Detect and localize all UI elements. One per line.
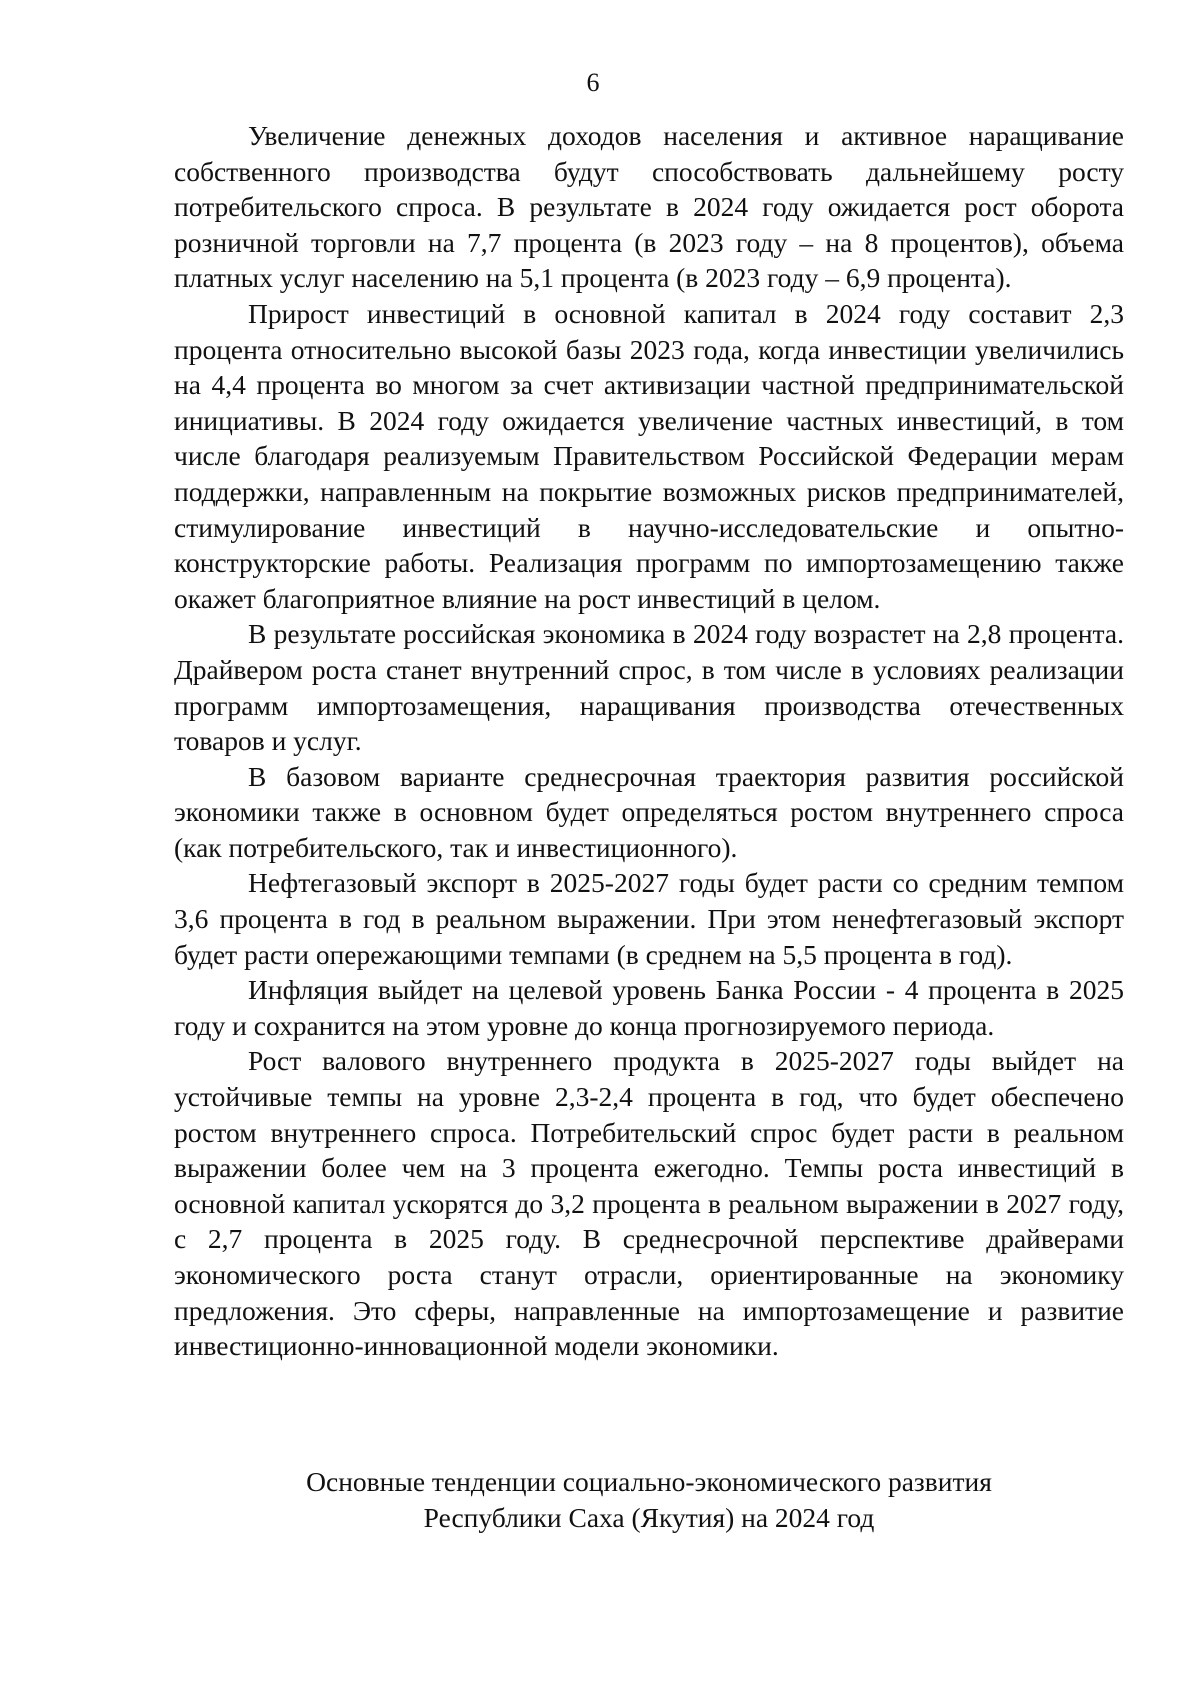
paragraph: В базовом варианте среднесрочная траектория развития российской экономики также в основном будет определяться ростом внутреннего спроса (как потребительского, так и инвестиционного). xyxy=(174,760,1124,863)
section-heading xyxy=(174,1464,1124,1535)
body-text xyxy=(174,118,1124,1364)
section-heading-line: Основные тенденции социально-экономического развития xyxy=(306,1466,992,1497)
paragraph: Рост валового внутреннего продукта в 2025-2027 годы выйдет на устойчивые темпы на уровне 2,3-2,4 процента в год, что будет обеспечено ростом внутреннего спроса. Потребительский спрос будет расти в реальном выражении более чем на 3 процента ежегодно. Темпы роста инвестиций в основной капитал ускорятся до 3,2 процента в реальном выражении в 2027 году, с 2,7 процента в 2025 году. В среднесрочной перспективе драйверами экономического роста станут отрасли, ориентированные на экономику предложения. Это сферы, направленные на импортозамещение и развитие инвестиционно-инновационной модели экономики. xyxy=(174,1045,1124,1362)
paragraph: Увеличение денежных доходов населения и активное наращивание собственного производства будут способствовать дальнейшему росту потребительского спроса. В результате в 2024 году ожидается рост оборота розничной торговли на 7,7 процента (в 2023 году – на 8 процентов), объема платных услуг населению на 5,1 процента (в 2023 году – 6,9 процента). xyxy=(174,120,1124,294)
paragraph: Нефтегазовый экспорт в 2025-2027 годы будет расти со средним темпом 3,6 процента в год в реальном выражении. При этом ненефтегазовый экспорт будет расти опережающими темпами (в среднем на 5,5 процента в год). xyxy=(174,867,1124,970)
section-heading-line: Республики Саха (Якутия) на 2024 год xyxy=(423,1501,875,1533)
paragraph: Прирост инвестиций в основной капитал в 2024 году составит 2,3 процента относительно высокой базы 2023 года, когда инвестиции увеличились на 4,4 процента во многом за счет активизации частной предпринимательской инициативы. В 2024 году ожидается увеличение частных инвестиций, в том числе благодаря реализуемым Правительством Российской Федерации мерам поддержки, направленным на покрытие возможных рисков предпринимателей, стимулирование инвестиций в научно-исследовательские и опытно-конструкторские работы. Реализация программ по импортозамещению также окажет благоприятное влияние на рост инвестиций в целом. xyxy=(174,297,1124,614)
paragraph: Инфляция выйдет на целевой уровень Банка России - 4 процента в 2025 году и сохранится на этом уровне до конца прогнозируемого периода. xyxy=(174,974,1124,1041)
paragraph: В результате российская экономика в 2024 году возрастет на 2,8 процента. Драйвером роста станет внутренний спрос, в том числе в условиях реализации программ импортозамещения, наращивания производства отечественных товаров и услуг. xyxy=(174,618,1124,757)
page-number: 6 xyxy=(586,68,600,97)
